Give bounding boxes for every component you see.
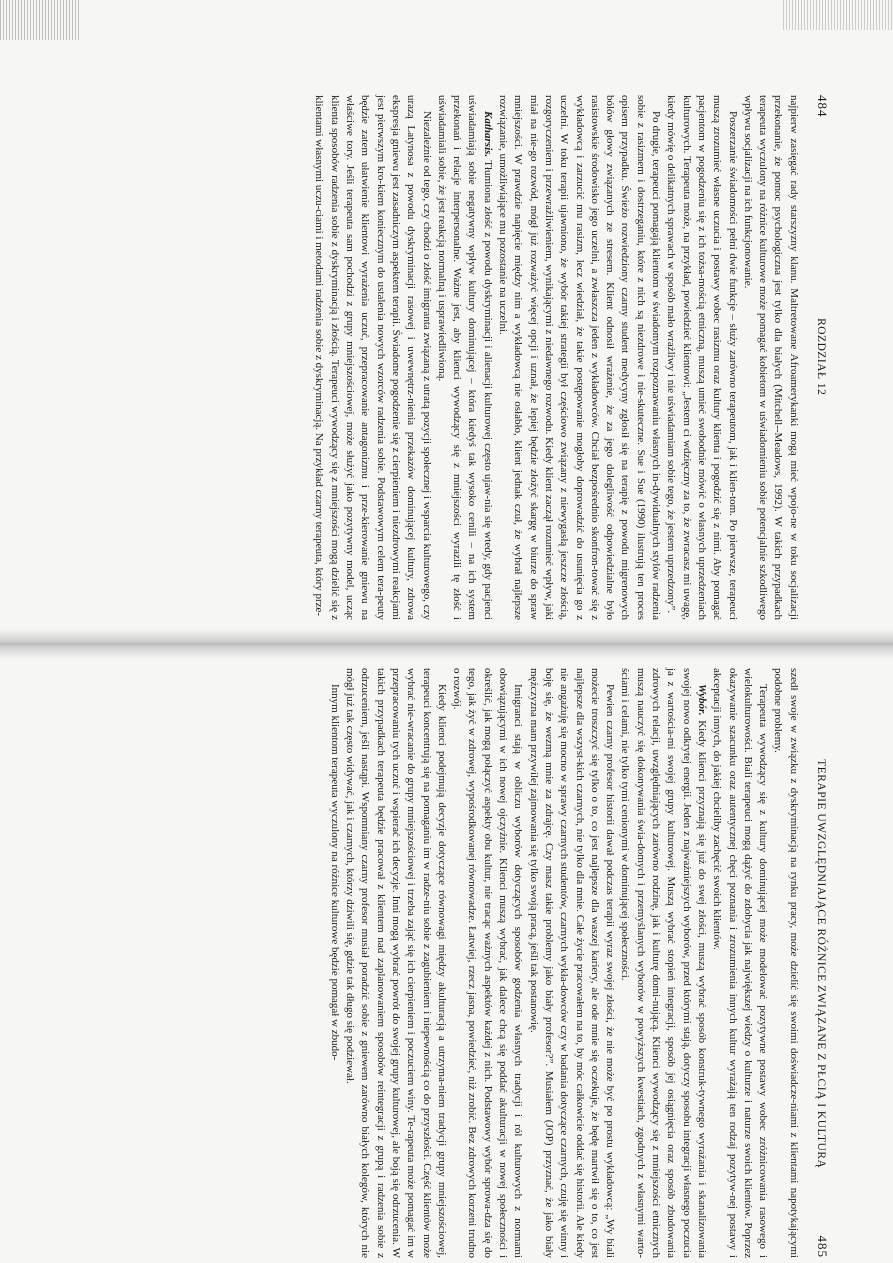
- book-gutter: [0, 630, 893, 658]
- paragraph: Poszerzanie świadomości pełni dwie funkcje – służy zarówno terapeutom, jak i klien-tom. Po pierwsze, terapeuci muszą zrozumieć własne uczucia i postawy wobec rasizmu oraz kultury klienta i pogodzić się z nimi. Aby pomagać pacjentom w pogodzeniu się z ich tożsa-mością etniczną, muszą umieć swobodnie mówić o własnych uprzedzeniach kulturowych. Terapeuta może, na przykład, powiedzieć klientowi: „Jestem ci wdzięczny za to, że zwracasz mi uwagę, kiedy mówię o delikatnych sprawach w sposób mało wrażliwy i nie uświadamiam sobie tego, że jestem uprzedzony”.: [665, 95, 739, 620]
- paragraph: Imigranci stają w obliczu wyborów dotyczących sposobów godzenia własnych tradycji i ról kulturowych z normami obowiązującymi w ich nowej ojczyźnie. Klienci muszą wybrać, jak dalece chcą się poddać akulturacji w nowej społeczności i określić, jak mogą połączyć aspekty obu kultur, nie tracąc ważnych aspektów każdej z nich. Podstawowy wybór sprowa-dza się do tego, jak żyć w zdrowej, wypośrodkowanej równowadze. Łatwiej, rzecz jasna, powiedzieć, niż zrobić. Bez zdrowych korzeni trudno o rozwój.: [451, 668, 525, 1258]
- paragraph: Pewien czarny profesor historii dawał podczas terapii wyraz swojej złości, że nie może być po prostu wykładowcą: „Wy biali możecie troszczyć się tylko o to, co jest najlepsze dla waszej kariery, ale ode mnie się oczekuje, że będę martwił się o to, co jest najlepsze dla wszyst-kich czarnych, nie tylko dla mnie. Całe życie pracowałem na to, by móc całkowicie oddać się historii. Ale kiedy nie angażuję się mocno w sprawy czarnych studentów, czarnych wykła-dowców czy w badania dotyczące czarnych, czuję się winny i boję się, że wezmą mnie za zdrajcę. Czy masz takie problemy jako biały profesor?”. Musiałem (JOP) przyznać, że jako biały mężczyzna mam przywilej zajmowania się tylko swoją pracą, jeśli tak postanowię.: [527, 668, 617, 1258]
- page-484: [30, 95, 830, 620]
- running-head: ROZDZIAŁ 12: [815, 318, 827, 396]
- page-485: [30, 668, 830, 1258]
- scan-artifact: [0, 0, 80, 40]
- paragraph: szedł swoje w związku z dyskryminacją na rynku pracy, może dzielić się swoimi doświadcze-niami z klientami napotykającymi podobne problemy.: [772, 668, 800, 1258]
- running-head: TERAPIE UWZGLĘDNIAJĄCE RÓŻNICE ZWIĄZANE Z PŁCIĄ I KULTURĄ: [815, 759, 827, 1169]
- paragraph: Kiedy klienci podejmują decyzje dotyczące równowagi między akulturacją a utrzyma-niem tradycji grupy mniejszościowej, terapeuci koncentrują się na pomaganiu im w radze-niu sobie z zagubieniem i niepewnością co do przyszłości. Część klientów może wybrać nie-wracanie do grupy mniejszościowej i trzeba zająć się ich cierpieniem i poczuciem winy. Te-rapeuta może pomagać im w przepracowaniu tych uczuć i wspierać ich decyzje. Inni mogą wybrać powrót do swojej grupy kulturowej, ale boją się odrzucenia. W takich przypadkach terapeuta będzie pracował z klientem nad zaplanowaniem sposobów reintegracji z grupą i radzenia sobie z odrzuceniem, jeśli nastąpi. Wspomniany czarny profesor musiał poradzić sobie z gniewem zarówno białych kolegów, których nie mógł już tak często widywać, jak i czarnych, którzy dziwili się, gdzie tak długo się podziewał.: [344, 668, 448, 1258]
- page-header: [813, 668, 830, 1258]
- paragraph: Terapeuta wywodzący się z kultury dominującej może modelować pozytywne postawy wobec zróżnicowania rasowego i wielokulturowości. Biali terapeuci mogą dążyć do zdobycia jak największej wiedzy o kulturze i naturze swoich klientów. Poprzez okazywanie szacunku oraz autentycznej chęci poznania i zrozumienia innych kultur wyrażają ten rodzaj pozytyw-nej postawy i akceptacji innych, do jakiej chcieliby zachęcić swoich klientów.: [711, 668, 770, 1258]
- page-number: 485: [815, 1235, 830, 1258]
- scan-artifact: [783, 0, 893, 30]
- page-header: [813, 95, 830, 620]
- paragraph: Innym klientom terapeuta wyczulony na różnice kulturowe będzie pomagał w zbudo-: [328, 684, 341, 1061]
- paragraph-wybor: Wybór. Kiedy klienci przyznają się już do swej złości, muszą wybrać sposób konstruk-tywnego wyrażania i skanalizowania swojej nowo odkrytej energii. Jeden z najważniejszych wyborów, przed którymi stają, dotyczy sposobu integracji własnego poczucia ja z wartościa-mi swojej grupy kulturowej. Muszą wybrać stopień integracji, sposób jej osiągnięcia oraz sposób zbudowania zdrowych relacji, uwzględniających zarówno rodzinę, jak i kulturę domi-nującą. Klienci wywodzący się z mniejszości etnicznych muszą nauczyć się dokonywania świa-domych i przemyślanych wyborów w powyższych kwestiach, zgodnych z własnymi warto-ściami i celami, nie tylko tymi cenionymi w dominującej społeczności.: [619, 668, 708, 1258]
- paragraph: Niezależnie od tego, czy chodzi o złość imigranta związaną z utratą pozycji społecznej i wsparcia kulturowego, czy urazą Latynosa z powodu dyskryminacji rasowej i uwewnętrz-nienia przekazów dominującej kultury, zdrowa ekspresja gniewu jest zasadniczym aspektem terapii. Świadome pogodzenie się z cierpieniem i niezdrowymi reakcjami jest pierwszym kro-kiem koniecznym do ustalenia nowych wzorców radzenia sobie. Podstawowym celem tera-peuty będzie zatem ułatwienie klientowi wyrażenia uczuć, przepracowanie antagonizmu i prze-kierowanie gniewu na właściwe tory. Jeśli terapeuta sam pochodzi z grupy mniejszościowej, może służyć jako pozytywny model, ucząc klienta sposobów radzenia sobie z dyskryminacją i złością. Terapeuci wywodzący się z mniejszości mogą dzielić się z klientami własnymi uczu-ciami i metodami radzenia sobie z dyskryminacją. Na przykład czarny terapeuta, który prze-: [313, 95, 433, 620]
- paragraph-katharsis: Katharsis. Tłumiona złość z powodu dyskryminacji i alienacji kulturowej często ujaw-nia się wtedy, gdy pacjenci uświadamiają sobie negatywny wpływ kultury dominującej – która kiedyś tak wysoko cenili – na ich system przekonań i relacje interpersonalne. Ważne jest, aby klienci wywodzący się z mniejszości wyrazili tę złość i uświadamiali sobie, że jest reakcją normalną i usprawiedliwioną.: [435, 95, 494, 620]
- page-number: 484: [815, 95, 830, 118]
- paragraph: najpierw zasięgać rady starszyzny klanu. Maltretowane Afroamerykanki mogą mieć wpojo-ne w toku socjalizacji przekonanie, że pomoc psychologiczna jest tylko dla białych (Mitchell--Meadows, 1992). W takich przypadkach terapeuta wyczulony na różnice kulturowe może pomagać kobietom w uświadomieniu sobie potencjalnie szkodliwego wpływu socjalizacji na ich funkcjonowanie.: [741, 95, 800, 620]
- paragraph: Po drugie, terapeuci pomagają klientom w świadomym rozpoznawaniu własnych in-dywidualnych stylów radzenia sobie z rasizmem i dostrzeganiu, które z nich są niezdrowe i nie-skuteczne. Sue i Sue (1990) ilustrują ten proces opisem przypadku. Świeżo rozwiedziony czarny student medycyny zgłosił się na terapię z powodu migrenowych bólów głowy związanych ze stresem. Klient odnosił wrażenie, że za jego dolegliwość odpowiedzialne było rasistowskie środowisko jego uczelni, a zwłaszcza jeden z wykładowców. Chciał bezpośrednio skonfron-tować się z wykładowcą i zarzucić mu rasizm, lecz wiedział, że takie postępowanie mogłoby doprowadzić do usunięcia go z uczelni. W toku terapii ujawniono, że wybór takiej strategii był częściowo związany z niewygasłą jeszcze złością, rozgoryczeniem i przewrażliwieniem, wynikającymi z niedawnego rozwodu. Kiedy klient zaczął rozumieć wpływ, jaki miał na nie-go rozwód, mógł już rozważyć więcej opcji i uznał, że lepiej będzie złożyć skargę w biurze do spraw mniejszości. W prawdzie napięcie między nim a wykładowcą nie osłabło, klient jednak czuł, że wybrał najlepsze rozwiązanie, umożliwiające mu pozostanie na uczelni.: [497, 95, 663, 620]
